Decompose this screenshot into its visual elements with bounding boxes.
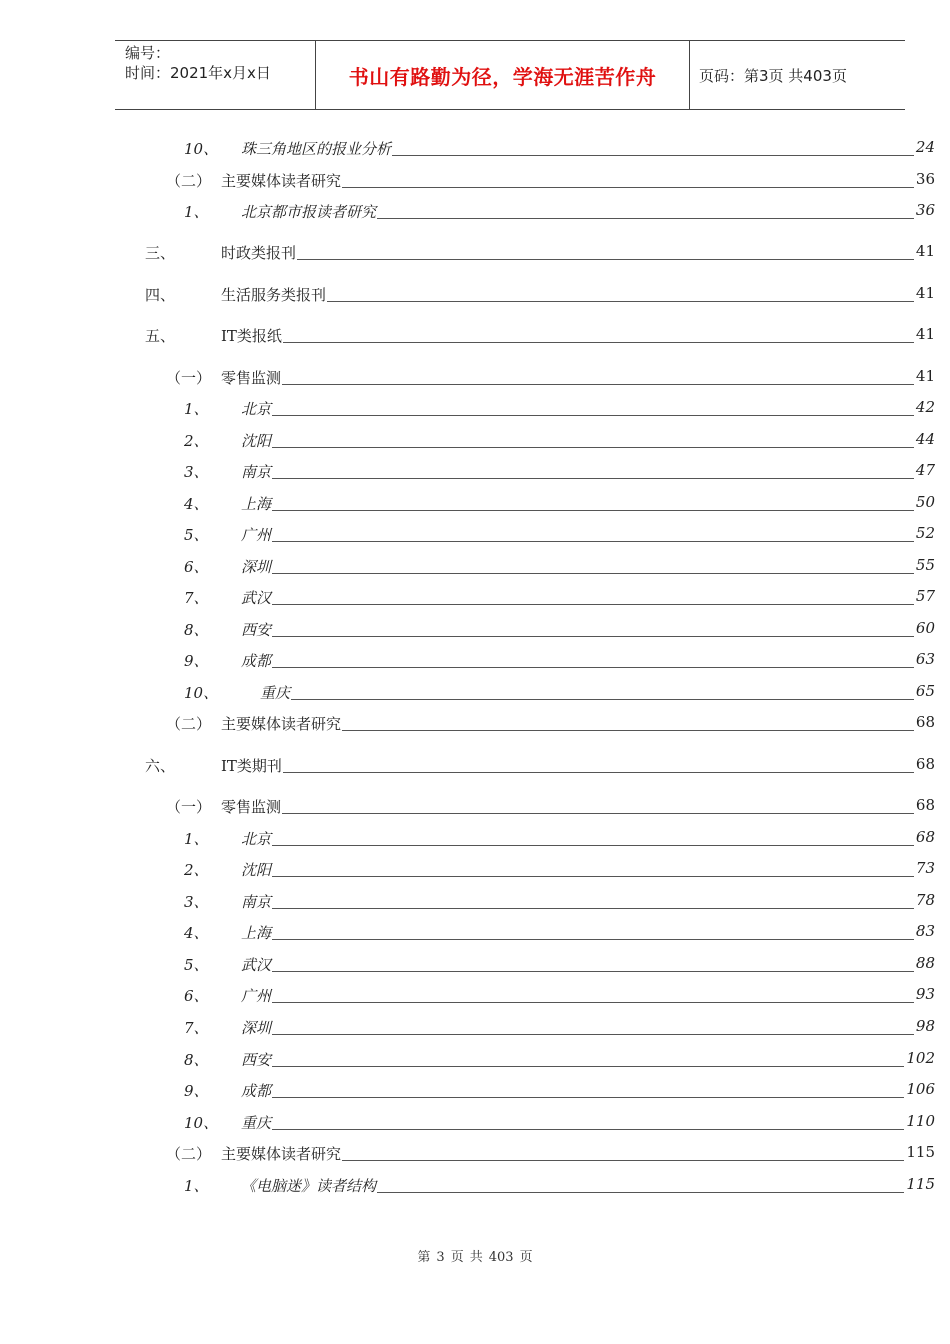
toc-entry-page: 98 (915, 1017, 935, 1035)
toc-entry-page: 44 (915, 430, 935, 448)
footer-ye: 页 (450, 1250, 464, 1265)
toc-entry-title: IT类期刊 (221, 757, 282, 775)
toc-entry[interactable] (0, 796, 950, 818)
toc-entry-number: 10、 (184, 684, 219, 702)
toc-entry[interactable] (0, 325, 950, 347)
toc-entry-page: 115 (906, 1175, 935, 1193)
header-motto: 书山有路勤为径，学海无涯苦作舟 (348, 65, 657, 89)
toc-entry-page: 63 (915, 650, 935, 668)
toc-entry[interactable] (0, 430, 950, 452)
toc-leader-line (241, 908, 914, 909)
toc-leader-line (241, 415, 914, 416)
toc-entry-page: 42 (915, 398, 935, 416)
page-header (115, 40, 905, 110)
toc-entry-title: 北京都市报读者研究 (241, 203, 377, 221)
toc-entry[interactable] (0, 650, 950, 672)
toc-entry-number: 8、 (184, 621, 209, 639)
header-page-info: 页码：第3页 共403页 (699, 67, 847, 85)
toc-entry-title: 沈阳 (241, 861, 272, 879)
toc-leader-line (241, 1034, 914, 1035)
toc-entry-number: （二） (166, 715, 212, 733)
toc-entry-number: 1、 (184, 400, 209, 418)
toc-entry-title: 深圳 (241, 1019, 272, 1037)
toc-entry-title: 广州 (241, 987, 272, 1005)
toc-leader-line (241, 667, 914, 668)
toc-entry-title: 南京 (241, 463, 272, 481)
toc-entry-number: 1、 (184, 1177, 209, 1195)
toc-entry-number: 7、 (184, 589, 209, 607)
toc-entry[interactable] (0, 556, 950, 578)
toc-entry-title: 武汉 (241, 589, 272, 607)
toc-entry-page: 41 (915, 367, 935, 385)
toc-entry-number: 5、 (184, 956, 209, 974)
header-divider (689, 41, 690, 109)
toc-entry[interactable] (0, 138, 950, 160)
toc-leader-line (221, 813, 914, 814)
toc-entry-title: 时政类报刊 (221, 244, 297, 262)
toc-entry-title: 零售监测 (221, 369, 282, 387)
toc-entry-title: 生活服务类报刊 (221, 286, 327, 304)
toc-entry-page: 57 (915, 587, 935, 605)
toc-entry-number: 5、 (184, 526, 209, 544)
toc-entry[interactable] (0, 170, 950, 192)
toc-leader-line (241, 478, 914, 479)
toc-entry[interactable] (0, 1049, 950, 1071)
toc-entry-number: 三、 (145, 244, 176, 262)
toc-entry-number: 2、 (184, 432, 209, 450)
toc-entry-title: 北京 (241, 400, 272, 418)
toc-entry-page: 68 (915, 713, 935, 731)
toc-entry-page: 60 (915, 619, 935, 637)
toc-entry-title: 主要媒体读者研究 (221, 715, 342, 733)
toc-entry[interactable] (0, 891, 950, 913)
footer-page-number: 3 (436, 1250, 445, 1265)
toc-entry-number: 1、 (184, 203, 209, 221)
toc-entry[interactable] (0, 922, 950, 944)
toc-entry-page: 36 (915, 201, 935, 219)
page-footer (0, 1246, 950, 1265)
toc-entry-number: 3、 (184, 893, 209, 911)
toc-entry[interactable] (0, 461, 950, 483)
toc-entry-page: 68 (915, 828, 935, 846)
header-meta (125, 43, 315, 83)
toc-entry-number: 1、 (184, 830, 209, 848)
footer-gong: 共 (469, 1250, 483, 1265)
toc-entry-number: （一） (166, 369, 212, 387)
toc-entry-title: 成都 (241, 652, 272, 670)
toc-entry[interactable] (0, 284, 950, 306)
toc-entry-number: 4、 (184, 495, 209, 513)
toc-entry-number: 3、 (184, 463, 209, 481)
toc-entry[interactable] (0, 755, 950, 777)
toc-entry-title: 《电脑迷》读者结构 (241, 1177, 377, 1195)
toc-entry-title: 重庆 (241, 1114, 272, 1132)
toc-entry-page: 106 (906, 1080, 935, 1098)
toc-entry[interactable] (0, 859, 950, 881)
footer-di: 第 (417, 1250, 431, 1265)
toc-leader-line (241, 510, 914, 511)
toc-entry-title: 深圳 (241, 558, 272, 576)
toc-leader-line (241, 573, 914, 574)
toc-entry-page: 24 (915, 138, 935, 156)
toc-entry-page: 83 (915, 922, 935, 940)
toc-leader-line (221, 384, 914, 385)
toc-entry-page: 41 (915, 242, 935, 260)
toc-entry-page: 88 (915, 954, 935, 972)
toc-leader-line (241, 939, 914, 940)
footer-total-pages: 403 (488, 1250, 514, 1265)
toc-leader-line (221, 342, 914, 343)
toc-entry[interactable] (0, 367, 950, 389)
toc-leader-line (241, 1066, 904, 1067)
toc-entry-page: 36 (915, 170, 935, 188)
header-number-label: 编号： (125, 44, 171, 62)
toc-leader-line (260, 699, 914, 700)
toc-entry-title: 主要媒体读者研究 (221, 1145, 342, 1163)
toc-entry-number: 6、 (184, 558, 209, 576)
toc-entry-page: 47 (915, 461, 935, 479)
toc-entry-number: （二） (166, 172, 212, 190)
toc-leader-line (241, 1129, 904, 1130)
toc-entry-number: （一） (166, 798, 212, 816)
toc-entry[interactable] (0, 1143, 950, 1165)
toc-entry-page: 115 (906, 1143, 935, 1161)
toc-entry[interactable] (0, 398, 950, 420)
toc-entry-number: 六、 (145, 757, 176, 775)
toc-leader-line (241, 447, 914, 448)
toc-entry-number: 9、 (184, 1082, 209, 1100)
toc-entry-title: 上海 (241, 924, 272, 942)
toc-entry-title: 上海 (241, 495, 272, 513)
footer-ye2: 页 (519, 1250, 533, 1265)
toc-entry-title: IT类报纸 (221, 327, 282, 345)
toc-entry-page: 68 (915, 755, 935, 773)
toc-entry[interactable] (0, 242, 950, 264)
toc-entry-number: 10、 (184, 1114, 219, 1132)
toc-entry-title: 北京 (241, 830, 272, 848)
toc-entry-page: 93 (915, 985, 935, 1003)
toc-entry-number: 2、 (184, 861, 209, 879)
toc-entry[interactable] (0, 1112, 950, 1134)
toc-entry-title: 沈阳 (241, 432, 272, 450)
toc-entry-page: 65 (915, 682, 935, 700)
toc-entry[interactable] (0, 1080, 950, 1102)
toc-entry-page: 110 (906, 1112, 935, 1130)
toc-entry[interactable] (0, 828, 950, 850)
toc-entry-number: 8、 (184, 1051, 209, 1069)
toc-entry-number: 6、 (184, 987, 209, 1005)
toc-leader-line (241, 876, 914, 877)
toc-entry[interactable] (0, 682, 950, 704)
toc-entry[interactable] (0, 1175, 950, 1197)
toc-entry-page: 41 (915, 284, 935, 302)
toc-leader-line (241, 1002, 914, 1003)
toc-entry[interactable] (0, 493, 950, 515)
toc-entry-title: 珠三角地区的报业分析 (241, 140, 392, 158)
toc-entry-page: 52 (915, 524, 935, 542)
toc-entry[interactable] (0, 985, 950, 1007)
toc-leader-line (241, 604, 914, 605)
toc-entry-page: 78 (915, 891, 935, 909)
toc-entry-page: 41 (915, 325, 935, 343)
toc-entry[interactable] (0, 1017, 950, 1039)
toc-leader-line (241, 971, 914, 972)
toc-entry-number: 四、 (145, 286, 176, 304)
toc-entry[interactable] (0, 587, 950, 609)
toc-leader-line (221, 259, 914, 260)
toc-entry-page: 102 (906, 1049, 935, 1067)
toc-leader-line (241, 541, 914, 542)
toc-entry-number: 五、 (145, 327, 176, 345)
toc-entry-title: 广州 (241, 526, 272, 544)
header-time-label: 时间：2021年x月x日 (125, 64, 271, 82)
toc-entry[interactable] (0, 201, 950, 223)
toc-entry[interactable] (0, 524, 950, 546)
toc-entry-number: （二） (166, 1145, 212, 1163)
toc-entry-title: 主要媒体读者研究 (221, 172, 342, 190)
toc-leader-line (241, 636, 914, 637)
toc-entry-title: 南京 (241, 893, 272, 911)
toc-entry-title: 重庆 (260, 684, 291, 702)
toc-entry-page: 73 (915, 859, 935, 877)
toc-entry-number: 10、 (184, 140, 219, 158)
toc-entry[interactable] (0, 619, 950, 641)
toc-entry[interactable] (0, 713, 950, 735)
toc-entry-title: 武汉 (241, 956, 272, 974)
toc-entry-title: 成都 (241, 1082, 272, 1100)
toc-entry-page: 50 (915, 493, 935, 511)
toc-entry-page: 68 (915, 796, 935, 814)
toc-entry-number: 4、 (184, 924, 209, 942)
toc-entry-title: 零售监测 (221, 798, 282, 816)
toc-entry[interactable] (0, 954, 950, 976)
toc-entry-number: 9、 (184, 652, 209, 670)
toc-entry-title: 西安 (241, 1051, 272, 1069)
toc-leader-line (241, 1097, 904, 1098)
toc-leader-line (241, 845, 914, 846)
toc-entry-title: 西安 (241, 621, 272, 639)
toc-entry-number: 7、 (184, 1019, 209, 1037)
toc-leader-line (221, 772, 914, 773)
toc-entry-page: 55 (915, 556, 935, 574)
